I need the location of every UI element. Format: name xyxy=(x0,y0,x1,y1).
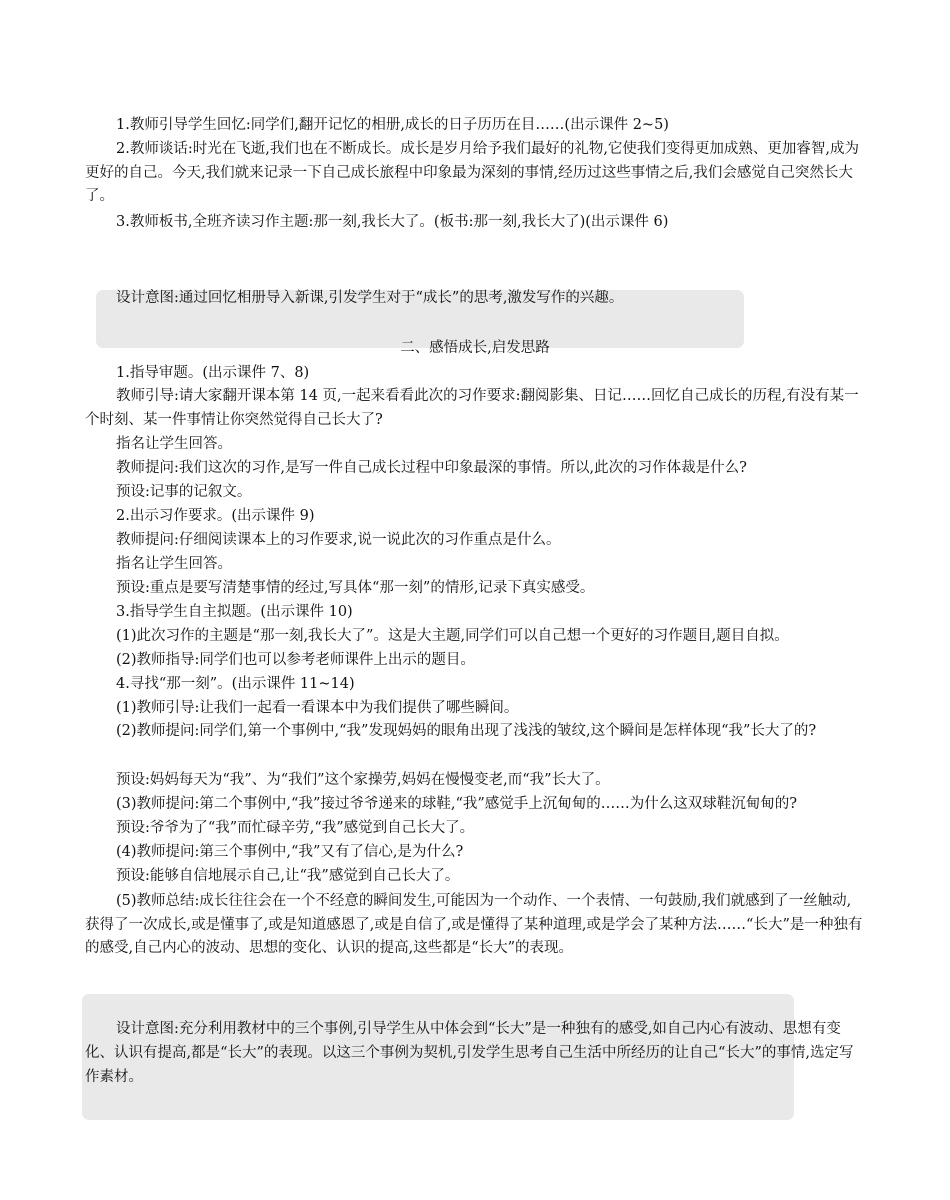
paragraph-summary: (5)教师总结:成长往往会在一个不经意的瞬间发生,可能因为一个动作、一个表情、一句鼓励,我们就感到了一丝触动,获得了一次成长,或是懂事了,或是知道感恩了,或是自信了,或是懂得了某种道理,或是学会了某种方法……“长大”是一种独有的感受,自己内心的波动、思想的变化、认识的提高,这些都是“长大”的表现。 xyxy=(85,893,863,956)
paragraph-item: (3)教师提问:第二个事例中,“我”接过爷爷递来的球鞋,“我”感觉手上沉甸甸的……为什么这双球鞋沉甸甸的? xyxy=(116,796,798,812)
paragraph-item: 指名让学生回答。 xyxy=(116,556,232,572)
paragraph-item: 教师提问:仔细阅读课本上的习作要求,说一说此次的习作重点是什么。 xyxy=(116,532,561,548)
paragraph-item: 2.出示习作要求。(出示课件 9) xyxy=(116,508,315,524)
paragraph-item: 教师提问:我们这次的习作,是写一件自己成长过程中印象最深的事情。所以,此次的习作体裁是什么? xyxy=(116,460,747,476)
design-intent-text-2: 设计意图:充分利用教材中的三个事例,引导学生从中体会到“长大”是一种独有的感受,如自己内心有波动、思想有变化、认识有提高,都是“长大”的表现。以这三个事例为契机,引发学生思考自己生活中所经历的让自己“长大”的事情,选定写作素材。 xyxy=(85,1021,854,1085)
paragraph-item: (2)教师提问:同学们,第一个事例中,“我”发现妈妈的眼角出现了浅浅的皱纹,这个瞬间是怎样体现“我”长大了的? xyxy=(116,723,817,739)
paragraph-item: 1.指导审题。(出示课件 7、8) xyxy=(116,365,310,381)
paragraph-item: 预设:能够自信地展示自己,让“我”感觉到自己长大了。 xyxy=(116,868,460,884)
paragraph-item: 4.寻找“那一刻”。(出示课件 11~14) xyxy=(116,676,355,692)
paragraph-item: 预设:爷爷为了“我”而忙碌辛劳,“我”感觉到自己长大了。 xyxy=(116,820,475,836)
paragraph-item: (2)教师指导:同学们也可以参考老师课件上出示的题目。 xyxy=(116,652,475,668)
paragraph-recall: 1.教师引导学生回忆:同学们,翻开记忆的相册,成长的日子历历在目……(出示课件 2~5) xyxy=(116,117,669,133)
paragraph-teacher-talk: 2.教师谈话:时光在飞逝,我们也在不断成长。成长是岁月给予我们最好的礼物,它使我们变得更加成熟、更加睿智,成为更好的自己。今天,我们就来记录一下自己成长旅程中印象最为深刻的事情,经历过这些事情之后,我们会感觉自己突然长大了。 xyxy=(85,141,860,204)
paragraph-item: 教师引导:请大家翻开课本第 14 页,一起来看看此次的习作要求:翻阅影集、日记……回忆自己成长的历程,有没有某一个时刻、某一件事情让你突然觉得自己长大了? xyxy=(85,388,859,428)
design-intent-text-1: 设计意图:通过回忆相册导入新课,引发学生对于“成长”的思考,激发写作的兴趣。 xyxy=(116,290,624,306)
paragraph-item: 预设:记事的记叙文。 xyxy=(116,484,252,500)
paragraph-board-writing: 3.教师板书,全班齐读习作主题:那一刻,我长大了。(板书:那一刻,我长大了)(出示课件 6) xyxy=(116,214,669,230)
paragraph-item: (1)教师引导:让我们一起看一看课本中为我们提供了哪些瞬间。 xyxy=(116,700,519,716)
paragraph-item: 预设:妈妈每天为“我”、为“我们”这个家操劳,妈妈在慢慢变老,而“我”长大了。 xyxy=(116,772,610,788)
section-heading: 二、感悟成长,启发思路 xyxy=(400,340,550,356)
paragraph-item: 指名让学生回答。 xyxy=(116,436,232,452)
paragraph-item: (4)教师提问:第三个事例中,“我”又有了信心,是为什么? xyxy=(116,844,464,860)
paragraph-item: (1)此次习作的主题是“那一刻,我长大了”。这是大主题,同学们可以自己想一个更好的习作题目,题目自拟。 xyxy=(116,628,789,644)
paragraph-item: 3.指导学生自主拟题。(出示课件 10) xyxy=(116,604,353,620)
paragraph-item: 预设:重点是要写清楚事情的经过,写具体“那一刻”的情形,记录下真实感受。 xyxy=(116,580,595,596)
